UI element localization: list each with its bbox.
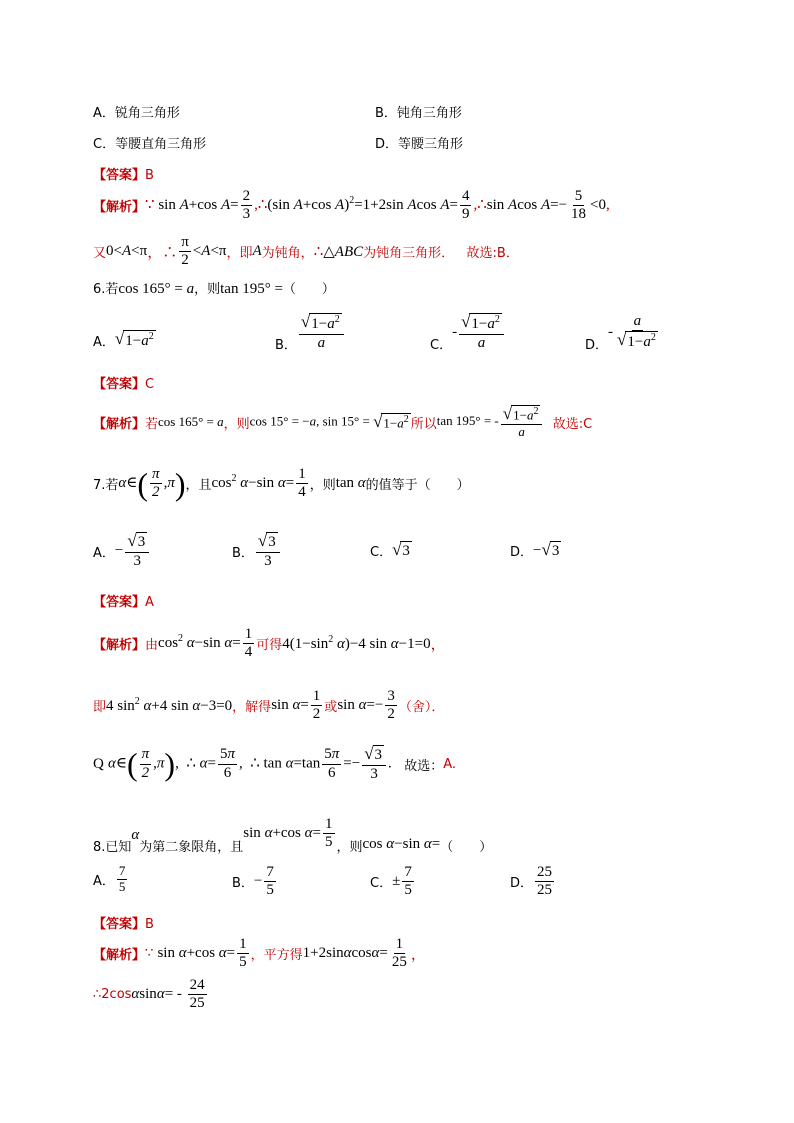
analysis-tag: 【解析】: [93, 200, 146, 216]
q7-analysis-line2: 即 4 $\sin^2 \alpha+4$ sin α−3=0 ，解得 sin α= $\frac{1}{2}$ 或 sin α=− $\frac{3}{2}$ （舍）．: [93, 688, 445, 723]
q7-option-a: A． − √ 3 3: [93, 532, 151, 570]
q5-answer: [93, 164, 154, 183]
q8-option-a: A． $\frac{7}{5}$: [93, 863, 126, 894]
q7-answer: 【答案】A: [93, 595, 154, 610]
q5-option-a: A．锐角三角形: [93, 106, 180, 121]
q6-option-a: A． √ $1-a^2$: [93, 329, 154, 350]
q8-option-d: D． $\frac{25}{25}$: [510, 864, 553, 899]
q8-answer: 【答案】B: [93, 917, 154, 932]
q5-analysis-line1: 【解析】 ∵ sin A+cos A= $\frac{2}{3}$ ,∴(sin A+cos A)$^2$=1+2sin Acos A= $\frac{4}{9}$ ,∴sin Acos A=− $\frac{5}{18}$ <0,: [93, 188, 610, 223]
q7-option-d: D． − √ 3: [510, 540, 560, 561]
q7-analysis-line3: Q α∈( $\frac{\pi}{2}$ ,π), ∴ α= $\frac{5\pi}{6}$ , ∴ tan α=tan $\frac{5\pi}{6}$ =− √ 3 3 . 故选： A.: [93, 744, 457, 782]
q8-analysis-line2: ∴2cos α sinα= - $\frac{24}{25}$: [93, 977, 205, 1012]
q7-option-c: C． √ 3: [370, 540, 410, 561]
q5-option-d: D．等腰三角形: [375, 137, 464, 152]
q5-analysis-line2: 又 0<A<π ，∴ $\frac{\pi}{2}$ <A<π ，即 A 为钝角， ∴ △ABC 为钝角三角形． 故选:B．: [93, 234, 519, 269]
q8-option-b: B． − $\frac{7}{5}$: [232, 864, 274, 899]
q8-option-c: C． ± $\frac{7}{5}$: [370, 864, 412, 899]
q8-stem: 8.已知 α 为第二象限角，且 sin α+cos α= $\frac{1}{5}$ ，则 cos α−sin α= （ ）: [93, 815, 493, 855]
q8-analysis-line1: 【解析】 ∵ sin α+cos α= $\frac{1}{5}$ ，平方得 1+2sinαcosα= $\frac{1}{25}$ ，: [93, 936, 426, 971]
q5-option-c: C．等腰直角三角形: [93, 137, 207, 152]
q7-analysis-line1: 【解析】 由 $\cos^2 \alpha-\sin$ α= $\frac{1}{4}$ 可得 $4(1-\sin^2$ α)−4 sin α−1=0 ，: [93, 626, 446, 661]
q6-option-d: D． - a √ $1-a^2$: [585, 313, 656, 353]
q6-answer: 【答案】C: [93, 377, 155, 392]
q6-option-c: C． - √ $1-a^2$ a: [430, 312, 506, 353]
q5-option-b: B．钝角三角形: [375, 106, 462, 121]
q6-stem: 6.若cos 165° = a，则tan 195° =（ ）: [93, 281, 335, 297]
answer-value: B: [145, 168, 154, 183]
q6-analysis: 【解析】 若 cos 165° = a ，则 cos 15° = −a, sin 15° = √ $1-a^2$ 所以 tan 195° = - √ $1-a^2$ a 故选:C: [93, 404, 593, 439]
q7-option-b: B． √ 3 3: [232, 532, 282, 570]
q7-stem: 7.若 α∈( $\frac{\pi}{2}$ ,π) ，且 $\cos^2 \alpha-\sin$ α= $\frac{1}{4}$ ，则 tan α 的值等于（ ）: [93, 465, 470, 502]
q6-option-b: B． √ $1-a^2$ a: [275, 312, 346, 353]
answer-tag: 【答案】: [93, 168, 146, 183]
